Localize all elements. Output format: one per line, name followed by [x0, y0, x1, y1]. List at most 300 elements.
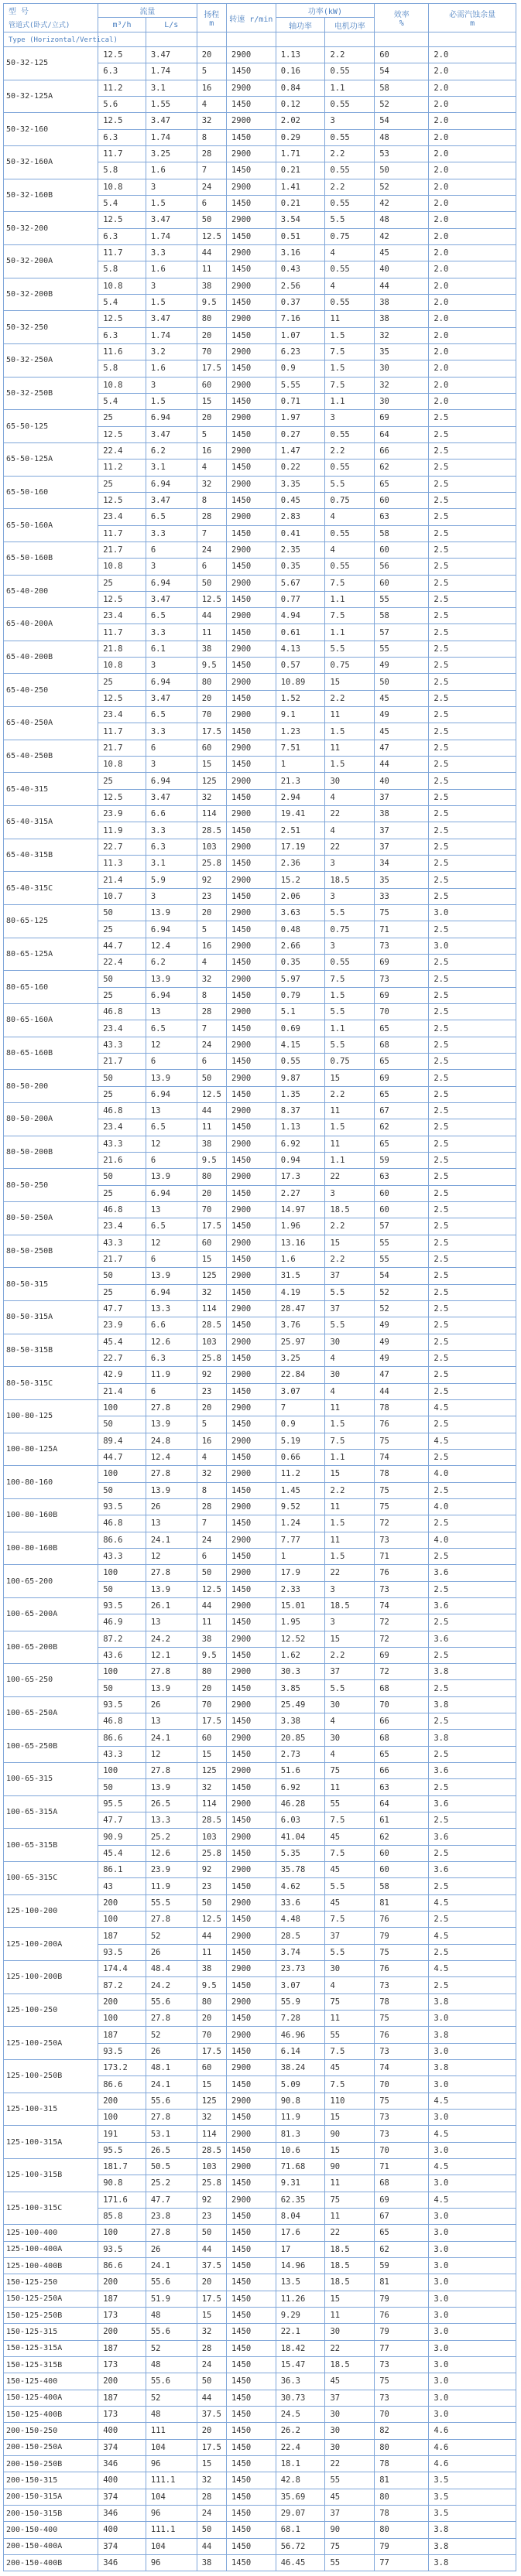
head-cell: 17.5 [197, 2291, 226, 2307]
table-row [4, 2093, 516, 2109]
flow-ls-cell: 3.1 [146, 80, 197, 96]
motor-power-cell: 0.55 [325, 955, 375, 971]
motor-power-cell: 11 [325, 707, 375, 723]
speed-cell: 2900 [226, 1103, 276, 1119]
flow-ls-cell: 13.9 [146, 1779, 197, 1795]
model-cell: 65-40-315C [4, 872, 98, 905]
efficiency-cell: 38 [375, 806, 429, 822]
head-cell: 60 [197, 1730, 226, 1746]
motor-power-cell: 1.5 [325, 757, 375, 773]
efficiency-cell: 40 [375, 261, 429, 278]
efficiency-cell: 69 [375, 1070, 429, 1086]
shaft-power-cell: 0.61 [276, 624, 325, 641]
table-row [4, 839, 516, 855]
flow-m3h-cell: 100 [98, 1565, 146, 1581]
speed-cell: 1450 [226, 757, 276, 773]
table-row [4, 2390, 516, 2406]
table-row [4, 509, 516, 525]
header-head [197, 4, 226, 32]
speed-cell: 2900 [226, 1466, 276, 1482]
motor-power-cell: 5.5 [325, 641, 375, 657]
npsh-cell: 2.5 [429, 1614, 516, 1631]
speed-cell: 1450 [226, 327, 276, 343]
shaft-power-cell: 2.94 [276, 789, 325, 805]
flow-m3h-cell: 21.7 [98, 542, 146, 558]
motor-power-cell: 5.5 [325, 1878, 375, 1894]
npsh-cell: 2.5 [429, 690, 516, 706]
speed-cell: 2900 [226, 212, 276, 228]
motor-power-cell: 0.75 [325, 492, 375, 508]
shaft-power-cell: 15.47 [276, 2356, 325, 2373]
table-row [4, 2027, 516, 2043]
speed-cell: 2900 [226, 740, 276, 756]
flow-ls-cell: 3.47 [146, 311, 197, 327]
shaft-power-cell: 5.35 [276, 1845, 325, 1861]
shaft-power-cell: 0.66 [276, 1449, 325, 1465]
shaft-power-cell: 0.29 [276, 129, 325, 145]
speed-cell: 1450 [226, 2538, 276, 2554]
flow-ls-cell: 6 [146, 542, 197, 558]
flow-m3h-cell: 100 [98, 2225, 146, 2241]
flow-ls-cell: 6 [146, 1054, 197, 1070]
motor-power-cell: 3 [325, 1185, 375, 1201]
efficiency-cell: 66 [375, 1763, 429, 1779]
head-cell: 20 [197, 690, 226, 706]
flow-m3h-cell: 174.4 [98, 1961, 146, 1977]
table-row [4, 2126, 516, 2142]
flow-m3h-cell: 374 [98, 2439, 146, 2455]
motor-power-cell: 7.5 [325, 1845, 375, 1861]
efficiency-cell: 38 [375, 294, 429, 310]
shaft-power-cell: 90.8 [276, 2093, 325, 2109]
flow-m3h-cell: 200 [98, 2373, 146, 2390]
model-cell: 80-50-315A [4, 1300, 98, 1334]
shaft-power-cell: 4.15 [276, 1037, 325, 1053]
model-cell: 50-32-250 [4, 311, 98, 344]
head-cell: 92 [197, 872, 226, 888]
head-cell: 32 [197, 971, 226, 987]
table-row [4, 2356, 516, 2373]
header-eff-label: 效率 [393, 11, 410, 19]
speed-cell: 1450 [226, 360, 276, 377]
flow-m3h-cell: 43.3 [98, 1548, 146, 1564]
shaft-power-cell: 1 [276, 1548, 325, 1564]
npsh-cell: 3.0 [429, 2373, 516, 2390]
shaft-power-label: 轴功率 [289, 22, 313, 31]
table-row [4, 1696, 516, 1713]
shaft-power-cell: 15.2 [276, 872, 325, 888]
flow-ls-cell: 1.55 [146, 96, 197, 112]
head-cell: 32 [197, 2110, 226, 2126]
speed-cell: 1450 [226, 1482, 276, 1498]
motor-power-cell: 30 [325, 773, 375, 789]
motor-power-cell: 1.1 [325, 624, 375, 641]
shaft-power-cell: 0.9 [276, 360, 325, 377]
speed-cell: 2900 [226, 2192, 276, 2208]
shaft-power-cell: 29.07 [276, 2505, 325, 2521]
motor-power-cell: 2.2 [325, 690, 375, 706]
flow-m3h-cell: 187 [98, 1928, 146, 1944]
header-npsh-label: 必需汽蚀余量 [449, 11, 496, 19]
efficiency-cell: 52 [375, 1300, 429, 1317]
npsh-cell: 2.5 [429, 525, 516, 542]
flow-m3h-cell: 43.3 [98, 1746, 146, 1762]
flow-ls-cell: 55.5 [146, 1894, 197, 1911]
motor-power-cell: 45 [325, 1829, 375, 1845]
speed-cell: 1450 [226, 2472, 276, 2489]
table-row [4, 179, 516, 195]
head-cell: 4 [197, 955, 226, 971]
efficiency-cell: 69 [375, 955, 429, 971]
table-row [4, 311, 516, 327]
speed-cell: 1450 [226, 2373, 276, 2390]
pump-spec-table [3, 3, 516, 2571]
flow-ls-cell: 13 [146, 1103, 197, 1119]
header-model-label: 型 号 [9, 8, 29, 17]
flow-ls-cell: 3 [146, 559, 197, 575]
flow-ls-cell: 52 [146, 2340, 197, 2356]
flow-ls-cell: 13.9 [146, 1680, 197, 1696]
motor-power-cell: 0.55 [325, 294, 375, 310]
speed-cell: 2900 [226, 1399, 276, 1416]
flow-ls-cell: 6 [146, 1152, 197, 1168]
head-cell: 32 [197, 789, 226, 805]
npsh-cell: 2.5 [429, 1416, 516, 1433]
flow-m3h-cell: 12.5 [98, 492, 146, 508]
flow-ls-cell: 51.9 [146, 2291, 197, 2307]
head-cell: 80 [197, 311, 226, 327]
flow-ls-cell: 55.6 [146, 2373, 197, 2390]
model-cell: 50-32-160A [4, 145, 98, 179]
npsh-cell: 2.5 [429, 872, 516, 888]
efficiency-cell: 71 [375, 1548, 429, 1564]
head-cell: 9.5 [197, 294, 226, 310]
motor-power-cell: 11 [325, 740, 375, 756]
table-row [4, 1829, 516, 1845]
flow-m3h-cell: 173 [98, 2356, 146, 2373]
efficiency-cell: 34 [375, 856, 429, 872]
flow-m3h-cell: 86.6 [98, 2257, 146, 2274]
npsh-cell: 2.5 [429, 856, 516, 872]
speed-cell: 2900 [226, 1268, 276, 1284]
speed-cell: 1450 [226, 1912, 276, 1928]
head-cell: 9.5 [197, 1977, 226, 1993]
efficiency-cell: 81 [375, 1894, 429, 1911]
model-cell: 100-80-160B [4, 1498, 98, 1532]
head-cell: 28 [197, 2489, 226, 2505]
flow-ls-cell: 13.9 [146, 905, 197, 921]
npsh-cell: 2.5 [429, 707, 516, 723]
flow-m3h-cell: 12.5 [98, 789, 146, 805]
head-cell: 50 [197, 1894, 226, 1911]
flow-m3h-cell: 400 [98, 2522, 146, 2538]
flow-m3h-cell: 44.7 [98, 938, 146, 954]
speed-cell: 2900 [226, 442, 276, 459]
flow-m3h-cell: 11.3 [98, 856, 146, 872]
motor-power-cell: 30 [325, 2423, 375, 2439]
flow-ls-cell: 3.47 [146, 591, 197, 607]
flow-ls-cell: 23.8 [146, 2208, 197, 2224]
header-npsh [429, 4, 516, 32]
npsh-cell: 2.5 [429, 1070, 516, 1086]
flow-ls-cell: 3.25 [146, 145, 197, 162]
npsh-cell: 3.6 [429, 1829, 516, 1845]
flow-ls-cell: 27.8 [146, 1399, 197, 1416]
speed-cell: 2900 [226, 905, 276, 921]
head-cell: 32 [197, 2472, 226, 2489]
efficiency-cell: 32 [375, 377, 429, 393]
flow-ls-cell: 111 [146, 2423, 197, 2439]
table-row [4, 2225, 516, 2241]
table-row [4, 1466, 516, 1482]
model-cell: 100-65-315C [4, 1862, 98, 1895]
flow-ls-cell: 6.1 [146, 641, 197, 657]
flow-ls-cell: 13.9 [146, 1268, 197, 1284]
shaft-power-cell: 46.28 [276, 1795, 325, 1812]
flow-m3h-cell: 46.8 [98, 1103, 146, 1119]
npsh-cell: 3.6 [429, 1763, 516, 1779]
motor-power-cell: 18.5 [325, 1201, 375, 1218]
flow-ls-cell: 3.2 [146, 343, 197, 360]
efficiency-cell: 68 [375, 1037, 429, 1053]
flow-ls-cell: 27.8 [146, 1466, 197, 1482]
flow-m3h-cell: 45.4 [98, 1845, 146, 1861]
model-cell: 125-100-200A [4, 1928, 98, 1961]
speed-cell: 1450 [226, 1383, 276, 1399]
npsh-cell: 2.5 [429, 641, 516, 657]
flow-m3h-cell: 50 [98, 1169, 146, 1185]
head-cell: 44 [197, 1103, 226, 1119]
flow-ls-cell: 1.6 [146, 261, 197, 278]
flow-m3h-cell: 93.5 [98, 2241, 146, 2257]
npsh-cell: 4.5 [429, 1399, 516, 1416]
efficiency-cell: 78 [375, 2455, 429, 2472]
shaft-power-cell: 1.45 [276, 1482, 325, 1498]
efficiency-cell: 55 [375, 1235, 429, 1251]
flow-m3h-cell: 43 [98, 1878, 146, 1894]
flow-ls-cell: 3 [146, 888, 197, 904]
npsh-cell: 3.0 [429, 2076, 516, 2093]
efficiency-cell: 75 [375, 2093, 429, 2109]
flow-ls-cell: 55.6 [146, 1993, 197, 2010]
shaft-power-cell: 3.07 [276, 1383, 325, 1399]
shaft-power-cell: 36.3 [276, 2373, 325, 2390]
efficiency-cell: 42 [375, 195, 429, 211]
flow-ls-cell: 3.47 [146, 426, 197, 442]
npsh-cell: 4.6 [429, 2455, 516, 2472]
flow-ls-cell: 26 [146, 1696, 197, 1713]
flow-ls-cell: 48 [146, 2307, 197, 2323]
head-cell: 32 [197, 113, 226, 129]
head-cell: 25.8 [197, 1845, 226, 1861]
npsh-cell: 2.0 [429, 294, 516, 310]
head-cell: 50 [197, 1565, 226, 1581]
model-cell: 65-50-125A [4, 442, 98, 476]
speed-cell: 2900 [226, 179, 276, 195]
model-cell: 100-65-200B [4, 1631, 98, 1664]
speed-cell: 1450 [226, 525, 276, 542]
motor-power-cell: 1.5 [325, 987, 375, 1003]
head-cell: 20 [197, 2423, 226, 2439]
efficiency-cell: 35 [375, 872, 429, 888]
speed-cell: 2900 [226, 410, 276, 426]
shaft-power-cell: 17.9 [276, 1565, 325, 1581]
speed-cell: 2900 [226, 1070, 276, 1086]
head-cell: 70 [197, 707, 226, 723]
header-flow [98, 4, 197, 18]
flow-ls-cell: 1.6 [146, 360, 197, 377]
shaft-power-cell: 30.73 [276, 2390, 325, 2406]
motor-power-cell: 5.5 [325, 1004, 375, 1020]
speed-cell: 2900 [226, 377, 276, 393]
model-cell: 65-50-160A [4, 509, 98, 542]
flow-m3h-cell: 25 [98, 410, 146, 426]
flow-ls-cell: 1.74 [146, 327, 197, 343]
efficiency-cell: 60 [375, 1185, 429, 1201]
flow-ls-cell: 3.47 [146, 212, 197, 228]
flow-m3h-cell: 21.4 [98, 1383, 146, 1399]
speed-cell: 2900 [226, 1300, 276, 1317]
efficiency-cell: 75 [375, 1944, 429, 1960]
motor-power-cell: 11 [325, 2307, 375, 2323]
motor-power-cell: 30 [325, 2439, 375, 2455]
speed-cell: 1450 [226, 1812, 276, 1829]
motor-power-cell: 5.5 [325, 1680, 375, 1696]
shaft-power-cell: 28.47 [276, 1300, 325, 1317]
head-cell: 9.5 [197, 1152, 226, 1168]
model-cell: 80-65-160B [4, 1037, 98, 1070]
flow-ls-cell: 13.9 [146, 1416, 197, 1433]
flow-m3h-cell: 12.5 [98, 311, 146, 327]
speed-cell: 1450 [226, 2489, 276, 2505]
flow-m3h-cell: 346 [98, 2505, 146, 2521]
speed-cell: 1450 [226, 2011, 276, 2027]
npsh-cell: 2.5 [429, 1235, 516, 1251]
shaft-power-cell: 14.96 [276, 2257, 325, 2274]
speed-cell: 2900 [226, 674, 276, 690]
flow-m3h-cell: 46.8 [98, 1713, 146, 1730]
motor-power-cell: 90 [325, 2522, 375, 2538]
motor-power-cell: 4 [325, 542, 375, 558]
flow-m3h-cell: 6.3 [98, 129, 146, 145]
motor-power-cell: 7.5 [325, 608, 375, 624]
speed-cell: 1450 [226, 723, 276, 740]
npsh-cell: 2.5 [429, 1004, 516, 1020]
npsh-cell: 2.0 [429, 47, 516, 63]
motor-power-cell: 30 [325, 1334, 375, 1350]
motor-power-cell: 7.5 [325, 343, 375, 360]
flow-ls-cell: 6.2 [146, 442, 197, 459]
flow-ls-cell: 6.94 [146, 987, 197, 1003]
efficiency-cell: 49 [375, 1317, 429, 1334]
shaft-power-cell: 18.42 [276, 2340, 325, 2356]
motor-power-cell: 37 [325, 2505, 375, 2521]
efficiency-cell: 45 [375, 244, 429, 261]
flow-m3h-cell: 50 [98, 1779, 146, 1795]
flow-m3h-cell: 23.4 [98, 1020, 146, 1037]
speed-cell: 1450 [226, 1317, 276, 1334]
motor-power-cell: 18.5 [325, 872, 375, 888]
flow-m3h-cell: 10.8 [98, 278, 146, 294]
shaft-power-cell: 10.89 [276, 674, 325, 690]
model-cell: 150-125-400 [4, 2373, 98, 2390]
npsh-cell: 3.6 [429, 1862, 516, 1878]
motor-power-cell: 75 [325, 2538, 375, 2554]
efficiency-cell: 37 [375, 822, 429, 839]
npsh-cell: 2.5 [429, 1515, 516, 1532]
efficiency-cell: 63 [375, 1779, 429, 1795]
shaft-power-cell: 22.4 [276, 2439, 325, 2455]
table-row [4, 1433, 516, 1449]
shaft-power-cell: 15.01 [276, 1597, 325, 1614]
head-cell: 37.5 [197, 2406, 226, 2422]
npsh-cell: 2.5 [429, 410, 516, 426]
flow-m3h-cell: 12.5 [98, 690, 146, 706]
table-row [4, 1235, 516, 1251]
npsh-cell: 2.5 [429, 1878, 516, 1894]
motor-power-cell: 37 [325, 2390, 375, 2406]
model-cell: 65-40-315 [4, 773, 98, 806]
flow-ls-cell: 3.3 [146, 525, 197, 542]
speed-cell: 1450 [226, 1746, 276, 1762]
flow-ls-cell: 1.74 [146, 228, 197, 244]
flow-m3h-cell: 95.5 [98, 2142, 146, 2158]
model-cell: 200-150-400 [4, 2522, 98, 2538]
header-head-unit: m [209, 19, 214, 28]
flow-m3h-cell: 50 [98, 971, 146, 987]
speed-cell: 1450 [226, 2274, 276, 2291]
head-cell: 44 [197, 2390, 226, 2406]
shaft-power-cell: 4.62 [276, 1878, 325, 1894]
shaft-power-cell: 19.41 [276, 806, 325, 822]
npsh-cell: 3.5 [429, 2472, 516, 2489]
npsh-cell: 3.0 [429, 2356, 516, 2373]
speed-cell: 1450 [226, 1977, 276, 1993]
speed-cell: 2900 [226, 1730, 276, 1746]
speed-cell: 2900 [226, 2126, 276, 2142]
flow-m3h-cell: 11.7 [98, 723, 146, 740]
model-cell: 80-50-250A [4, 1201, 98, 1235]
flow-m3h-cell: 90.8 [98, 2175, 146, 2192]
motor-power-cell: 55 [325, 2472, 375, 2489]
flow-m3h-cell: 187 [98, 2291, 146, 2307]
speed-cell: 2900 [226, 47, 276, 63]
efficiency-cell: 49 [375, 707, 429, 723]
flow-ls-cell: 6.94 [146, 921, 197, 938]
efficiency-cell: 60 [375, 1862, 429, 1878]
shaft-power-cell: 0.71 [276, 393, 325, 409]
flow-m3h-cell: 93.5 [98, 1696, 146, 1713]
head-cell: 11 [197, 1614, 226, 1631]
flow-ls-cell: 111.1 [146, 2472, 197, 2489]
head-cell: 28.5 [197, 822, 226, 839]
flow-m3h-unit: m³/h [112, 20, 132, 29]
speed-cell: 1450 [226, 2175, 276, 2192]
shaft-power-cell: 5.97 [276, 971, 325, 987]
shaft-power-cell: 1.23 [276, 723, 325, 740]
model-cell: 50-32-160B [4, 179, 98, 212]
head-cell: 44 [197, 2538, 226, 2554]
shaft-power-cell: 2.66 [276, 938, 325, 954]
efficiency-cell: 68 [375, 1730, 429, 1746]
header-power [276, 4, 375, 18]
speed-cell: 2900 [226, 542, 276, 558]
efficiency-cell: 65 [375, 1054, 429, 1070]
model-cell: 125-100-315B [4, 2159, 98, 2192]
model-cell: 100-65-315B [4, 1829, 98, 1862]
flow-ls-cell: 23.9 [146, 1862, 197, 1878]
motor-power-cell: 2.2 [325, 1218, 375, 1235]
